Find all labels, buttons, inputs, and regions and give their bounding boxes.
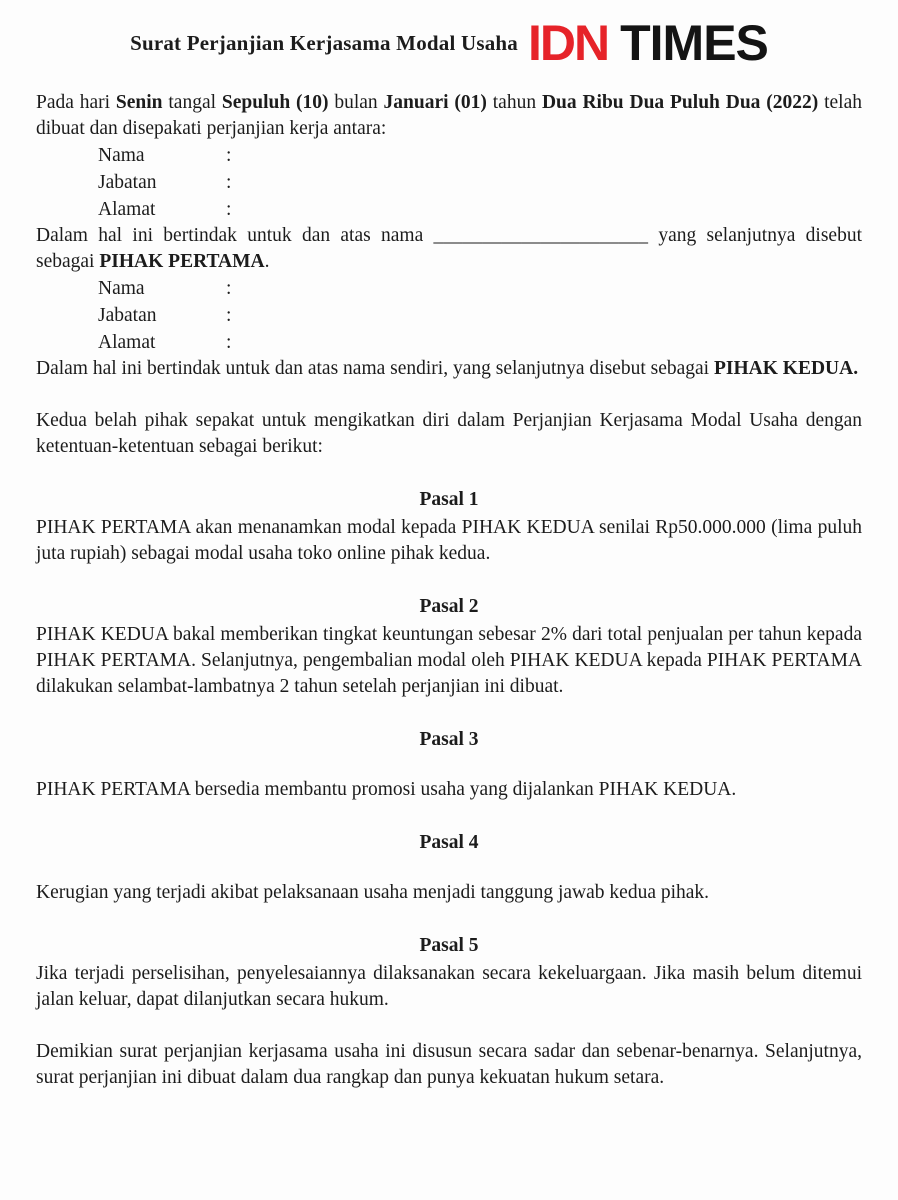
idn-times-logo <box>528 15 768 71</box>
field-colon: : <box>226 278 232 299</box>
field-colon: : <box>226 305 232 326</box>
field-colon: : <box>226 199 232 220</box>
field-row-alamat <box>36 196 862 223</box>
field-label: Nama <box>98 145 145 166</box>
field-row-jabatan <box>36 169 862 196</box>
field-value <box>231 196 862 223</box>
preamble-paragraph: Kedua belah pihak sepakat untuk mengikatkan diri dalam Perjanjian Kerjasama Modal Usaha dengan ketentuan-ketentuan sebagai berikut: <box>36 410 862 457</box>
field-label: Nama <box>98 278 145 299</box>
second-party-closing: Dalam hal ini bertindak untuk dan atas nama sendiri, yang selanjutnya disebut sebagai PIHAK KEDUA. <box>36 358 859 379</box>
article-heading: Pasal 5 <box>419 935 479 956</box>
field-row-nama <box>36 275 862 302</box>
field-colon: : <box>226 172 232 193</box>
article-heading: Pasal 1 <box>419 489 479 510</box>
article-body: Kerugian yang terjadi akibat pelaksanaan usaha menjadi tanggung jawab kedua pihak. <box>36 882 710 903</box>
field-row-alamat <box>36 329 862 356</box>
field-value <box>231 302 862 329</box>
field-value <box>231 275 862 302</box>
article-heading: Pasal 2 <box>419 596 479 617</box>
article-body: PIHAK KEDUA bakal memberikan tingkat keuntungan sebesar 2% dari total penjualan per tahun kepada PIHAK PERTAMA. Selanjutnya, pengembalian modal oleh PIHAK KEDUA kepada PIHAK PERTAMA dilakukan selambat-lambatnya 2 tahun setelah perjanjian ini dibuat. <box>36 624 862 697</box>
article-pasal-5 <box>36 933 862 1013</box>
field-row-nama <box>36 142 862 169</box>
article-heading: Pasal 4 <box>419 832 479 853</box>
field-value <box>231 169 862 196</box>
spacer <box>36 382 862 408</box>
first-party-closing: Dalam hal ini bertindak untuk dan atas nama ______________________ yang selanjutnya disebut sebagai PIHAK PERTAMA. <box>36 225 862 272</box>
field-value <box>231 329 862 356</box>
field-label: Alamat <box>98 332 156 353</box>
field-label: Jabatan <box>98 305 157 326</box>
article-pasal-3 <box>36 727 862 803</box>
idn-logo-text: IDN <box>528 15 609 71</box>
article-pasal-1 <box>36 487 862 567</box>
article-heading: Pasal 3 <box>419 729 479 750</box>
field-row-jabatan <box>36 302 862 329</box>
first-party-fields <box>36 142 862 223</box>
document-title: Surat Perjanjian Kerjasama Modal Usaha <box>130 30 518 55</box>
closing-paragraph: Demikian surat perjanjian kerjasama usaha ini disusun secara sadar dan sebenar-benarnya. Selanjutnya, surat perjanjian ini dibuat dalam dua rangkap dan punya kekuatan hukum setara. <box>36 1041 862 1088</box>
intro-paragraph: Pada hari Senin tangal Sepuluh (10) bulan Januari (01) tahun Dua Ribu Dua Puluh Dua (2022) telah dibuat dan disepakati perjanjian kerja antara: <box>36 92 862 139</box>
field-colon: : <box>226 145 232 166</box>
field-value <box>231 142 862 169</box>
field-colon: : <box>226 332 232 353</box>
article-body: PIHAK PERTAMA bersedia membantu promosi usaha yang dijalankan PIHAK KEDUA. <box>36 779 737 800</box>
article-pasal-4 <box>36 830 862 906</box>
article-body: PIHAK PERTAMA akan menanamkan modal kepada PIHAK KEDUA senilai Rp50.000.000 (lima puluh juta rupiah) sebagai modal usaha toko online pihak kedua. <box>36 517 862 564</box>
field-label: Alamat <box>98 199 156 220</box>
second-party-fields <box>36 275 862 356</box>
article-pasal-2 <box>36 594 862 700</box>
times-logo-text: TIMES <box>620 15 768 71</box>
spacer <box>36 1013 862 1039</box>
document-header <box>36 15 862 71</box>
article-body: Jika terjadi perselisihan, penyelesaiannya dilaksanakan secara kekeluargaan. Jika masih belum ditemui jalan keluar, dapat dilanjutkan secara hukum. <box>36 963 862 1010</box>
field-label: Jabatan <box>98 172 157 193</box>
